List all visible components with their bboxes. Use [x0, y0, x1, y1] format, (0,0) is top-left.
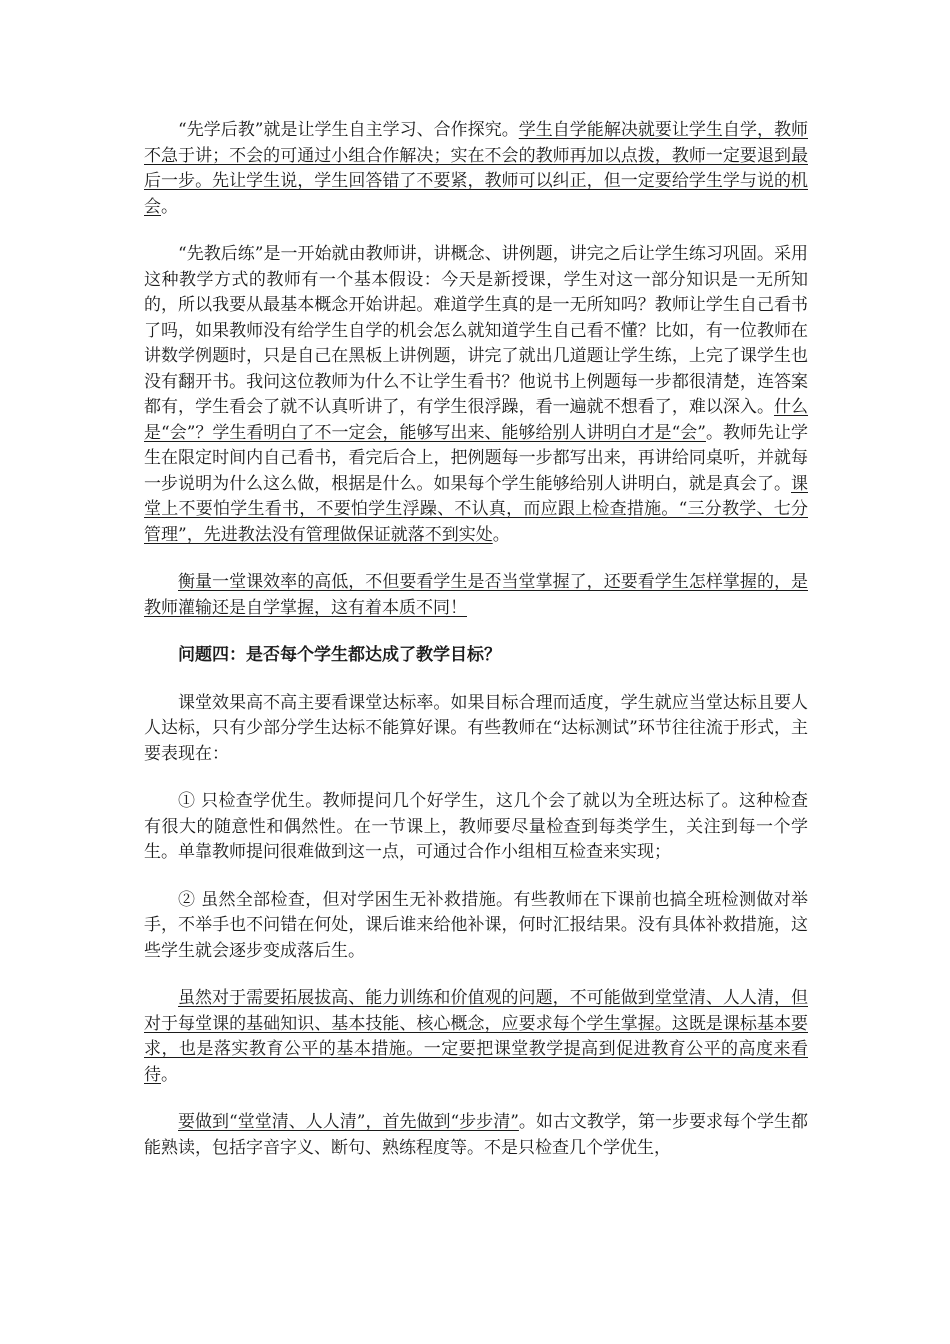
list-item-2 [144, 888, 808, 965]
paragraph-equity [144, 986, 808, 1088]
underlined-text-run: 虽然对于需要拓展拔高、能力训练和价值观的问题，不可能做到堂堂清、人人清，但对于每堂课的基础知识、基本技能、核心概念，应要求每个学生掌握。这既是课标基本要求，也是落实教育公平的基本措施。一定要把课堂教学提高到促进教育公平的高度来看待 [144, 988, 808, 1085]
text-run: 课堂效果高不高主要看课堂达标率。如果目标合理而适度，学生就应当堂达标且要人人达标，只有少部分学生达标不能算好课。有些教师在“达标测试”环节往往流于形式，主要表现在： [144, 692, 808, 764]
heading-text: 问题四：是否每个学生都达成了教学目标？ [178, 645, 501, 665]
underlined-text-run: 衡量一堂课效率的高低，不但要看学生是否当堂掌握了，还要看学生怎样掌握的，是教师灌输还是自学掌握，这有着本质不同！ [144, 572, 808, 618]
text-run: 。 [161, 196, 178, 217]
text-run: 。教师先让学生在限定时间内自己看书，看完后合上，把例题每一步都写出来，再讲给同桌听，并就每一步说明为什么这么做，根据是什么。如果每个学生能够给别人讲明白，就是真会了。 [144, 422, 809, 494]
paragraph-xianjiao-houlian [144, 242, 808, 548]
paragraph-pass-rate [144, 691, 808, 768]
underlined-text-run: 要做到“堂堂清、人人清”，首先做到“步步清” [178, 1112, 519, 1132]
section-heading [144, 643, 808, 669]
paragraph-efficiency [144, 570, 808, 621]
text-run: 。 [161, 1064, 178, 1085]
text-run: “先教后练”是一开始就由教师讲，讲概念、讲例题，讲完之后让学生练习巩固。采用这种教学方式的教师有一个基本假设：今天是新授课，学生对这一部分知识是一无所知的，所以我要从最基本概念开始讲起。难道学生真的是一无所知吗？教师让学生自己看书了吗，如果教师没有给学生自学的机会怎么就知道学生自己看不懂？比如，有一位教师在讲数学例题时，只是自己在黑板上讲例题，讲完了就出几道题让学生练，上完了课学生也没有翻开书。我问这位教师为什么不让学生看书？他说书上例题每一步都很清楚，连答案都有，学生看会了就不认真听讲了，有学生很浮躁，看一遍就不想看了，难以深入。 [144, 244, 808, 417]
document-page [144, 118, 808, 1183]
text-run: “先学后教”就是让学生自主学习、合作探究。 [178, 120, 519, 140]
underlined-text-run: 学生自学能解决就要让学生自学，教师不急于讲；不会的可通过小组合作解决；实在不会的教师再加以点拨，教师一定要退到最后一步。先让学生说，学生回答错了不要紧，教师可以纠正，但一定要给学生学与说的机会 [144, 120, 808, 217]
text-run: ① 只检查学优生。教师提问几个好学生，这几个会了就以为全班达标了。这种检查有很大的随意性和偶然性。在一节课上，教师要尽量检查到每类学生，关注到每一个学生。单靠教师提问很难做到这一点，可通过合作小组相互检查来实现； [144, 791, 808, 862]
paragraph-xianxue-houjiao [144, 118, 808, 220]
list-item-1 [144, 789, 808, 866]
underlined-text-run: 课堂上不要怕学生看书，不要怕学生浮躁、不认真，而应跟上检查措施。“三分教学、七分管理”，先进教法没有管理做保证就落不到实处 [144, 473, 808, 545]
paragraph-step-by-step [144, 1110, 808, 1161]
underlined-text-run: 什么是“会”？学生看明白了不一定会，能够写出来、能够给别人讲明白才是“会” [144, 397, 809, 443]
text-run: 。如古文教学，第一步要求每个学生都能熟读，包括字音字义、断句、熟练程度等。不是只检查几个学优生， [144, 1112, 809, 1158]
text-run: ② 虽然全部检查，但对学困生无补救措施。有些教师在下课前也搞全班检测做对举手，不举手也不问错在何处，课后谁来给他补课，何时汇报结果。没有具体补救措施，这些学生就会逐步变成落后生。 [144, 889, 808, 961]
text-run: 。 [492, 524, 510, 545]
